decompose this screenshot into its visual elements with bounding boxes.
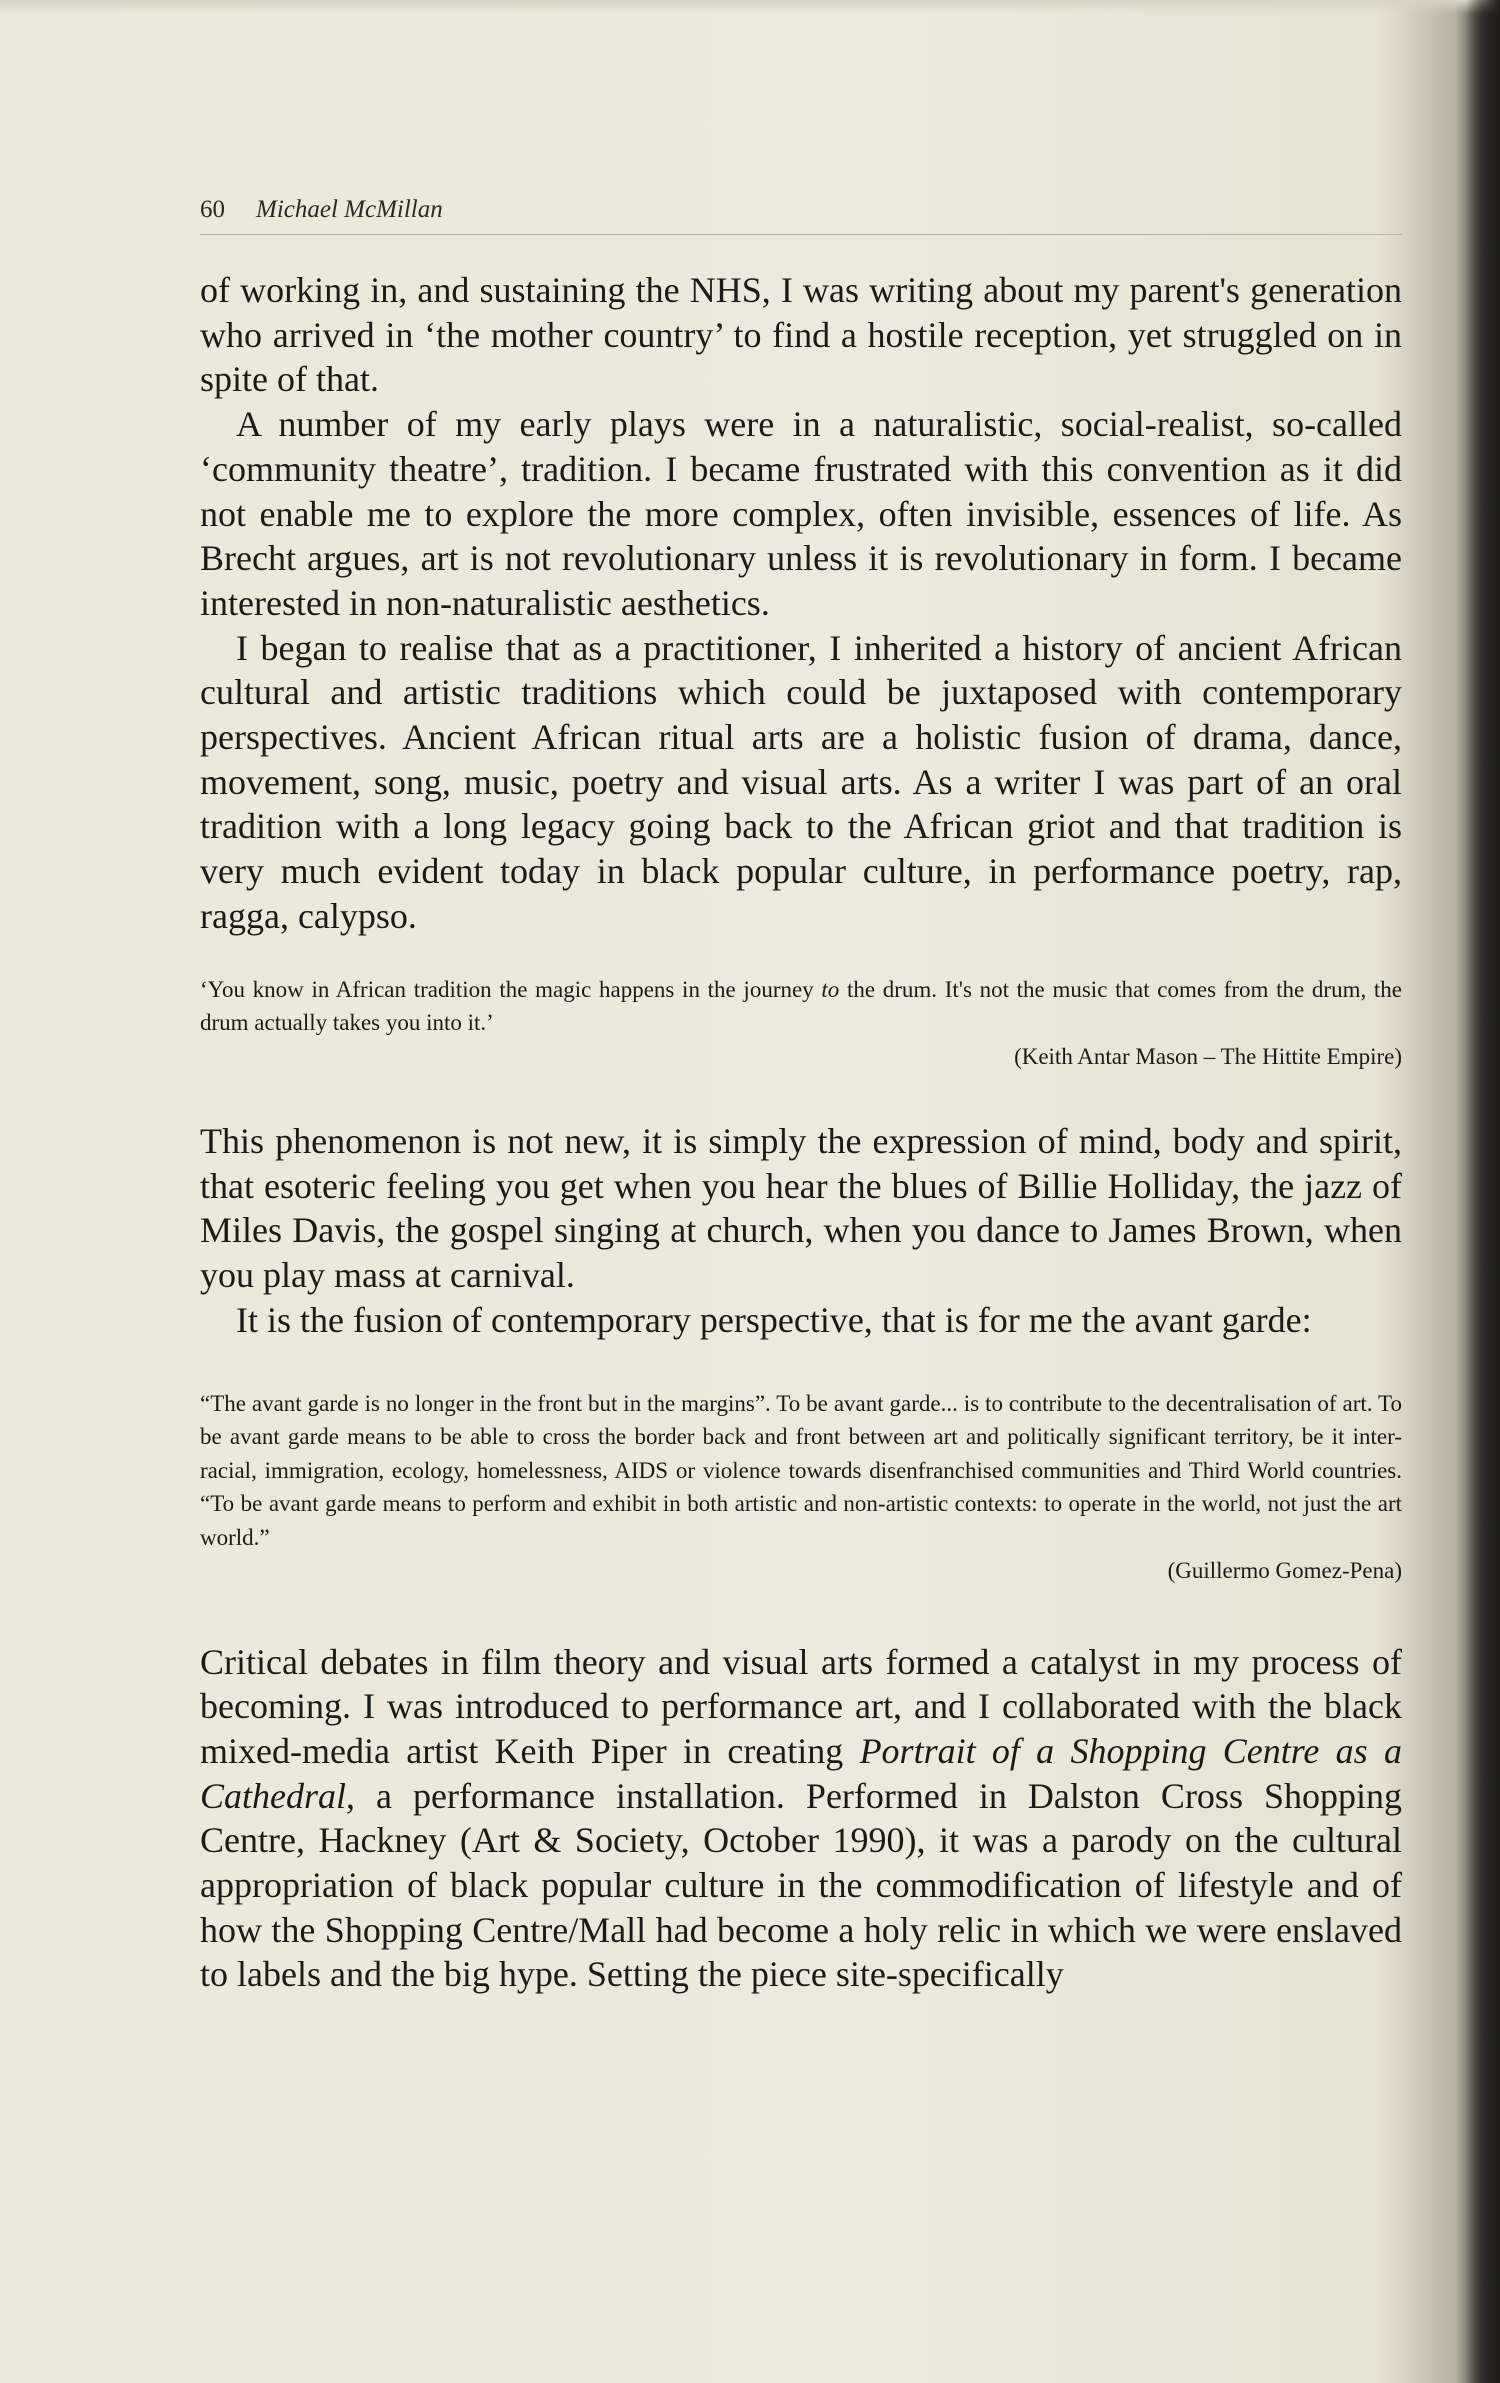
quote-mason-emphasis: to	[821, 976, 840, 1002]
quote-mason-text	[200, 973, 1402, 1040]
paragraph-6-part-2: , a performance installation. Performed in Dalston Cross Shopping Centre, Hackney (Art & Society, October 1990), it was a parody on the cultural appropriation of black popular culture in the commodification of lifestyle and of how the Shopping Centre/Mall had become a holy relic in which we were enslaved to labels and the big hype. Setting the piece site-specifically	[200, 1775, 1402, 1995]
paragraph-3: I began to realise that as a practitioner, I inherited a history of ancient African cultural and artistic traditions which could be juxtaposed with contemporary perspectives. Ancient African ritual arts are a holistic fusion of drama, dance, movement, song, music, poetry and visual arts. As a writer I was part of an oral tradition with a long legacy going back to the African griot and that tradition is very much evident today in black popular culture, in performance poetry, rap, ragga, calypso.	[200, 627, 1402, 936]
paragraph-1: of working in, and sustaining the NHS, I was writing about my parent's generation who arrived in ‘the mother country’ to find a hostile reception, yet struggled on in spite of that.	[200, 270, 1402, 400]
running-head	[200, 196, 1402, 235]
paragraph-2: A number of my early plays were in a naturalistic, social-realist, so-called ‘community theatre’, tradition. I became frustrated with this convention as it did not enable me to explore the more complex, often invisible, essences of life. As Brecht argues, art is not revolutionary unless it is revolutionary in form. I became interested in non-naturalistic aesthetics.	[200, 404, 1402, 623]
spine-shadow	[1466, 0, 1500, 2383]
block-quote-mason	[200, 973, 1402, 1074]
page-number: 60	[200, 196, 225, 223]
paragraph-5: It is the fusion of contemporary perspective, that is for me the avant garde:	[236, 1299, 1312, 1340]
quote-mason-before: ‘You know in African tradition the magic happens in the journey	[200, 976, 822, 1002]
paragraph-6-part-1: Critical debates in film theory and visual arts formed a catalyst in my process of becoming. I was introduced to performance art, and I collaborated with the black mixed-media artist Keith Piper in creating	[200, 1641, 1402, 1771]
text-block	[200, 268, 1402, 1997]
quote-gomez-pena-attribution: (Guillermo Gomez-Pena)	[1167, 1558, 1402, 1584]
quote-gomez-pena-text: “The avant garde is no longer in the front but in the margins”. To be avant garde... is to contribute to the decentralisation of art. To be avant garde means to be able to cross the border back and front between art and politically significant territory, be it inter-racial, immigration, ecology, homelessness, AIDS or violence towards disenfranchised communities and Third World countries. “To be avant garde means to perform and exhibit in both artistic and non-artistic contexts: to operate in the world, not just the art world.”	[200, 1390, 1402, 1550]
quote-mason-after: the drum. It's not the music that comes from the drum, the drum actually takes you into it.’	[200, 976, 1403, 1036]
paragraph-4: This phenomenon is not new, it is simply the expression of mind, body and spirit, that esoteric feeling you get when you hear the blues of Billie Holliday, the jazz of Miles Davis, the gospel singing at church, when you dance to James Brown, when you play mass at carnival.	[200, 1121, 1402, 1296]
block-quote-gomez-pena	[200, 1387, 1402, 1588]
work-title: Portrait of a Shopping Centre as a Cathedral	[200, 1730, 1402, 1816]
page-top-shade	[0, 0, 1500, 14]
running-head-author: Michael McMillan	[256, 196, 443, 223]
quote-mason-attribution: (Keith Antar Mason – The Hittite Empire)	[1014, 1043, 1402, 1069]
paragraph-6	[200, 1640, 1402, 1998]
